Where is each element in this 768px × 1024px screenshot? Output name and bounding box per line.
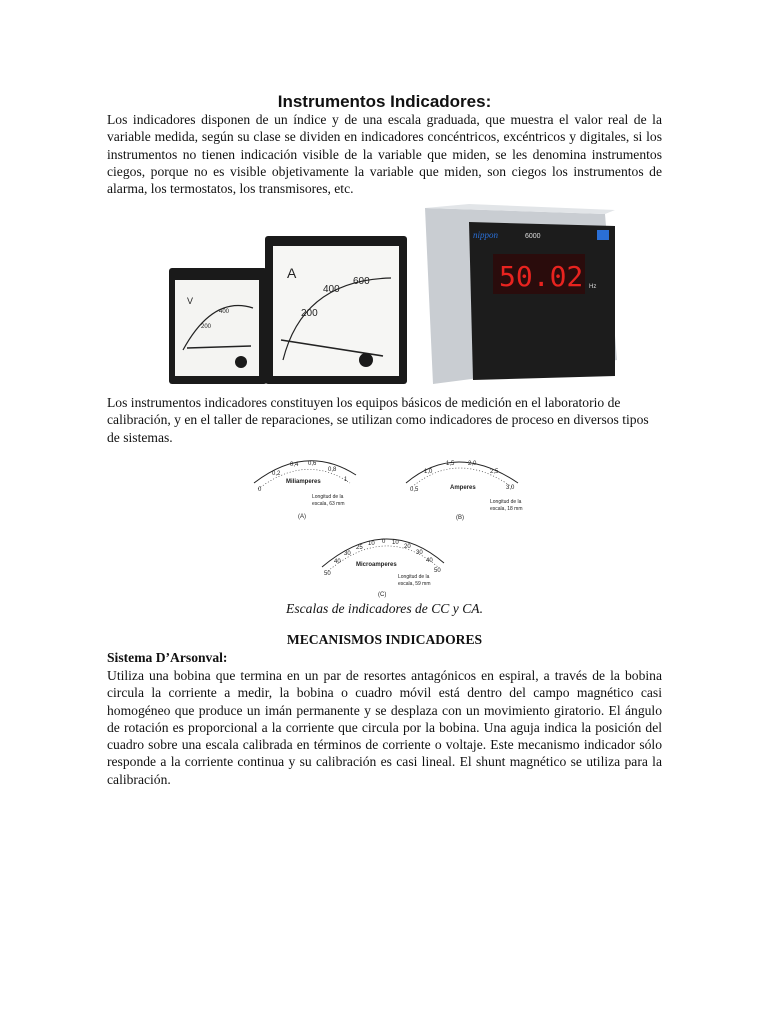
scale-b-tick: 2,5 [490,469,499,475]
scale-b-tick: 0,5 [410,487,419,493]
scale-a-tick: 0,4 [290,462,299,468]
scale-b-tick: 2,0 [468,461,477,467]
darsonval-heading: Sistema D’Arsonval: [107,650,228,665]
digital-display-value: 50.02 [499,260,584,293]
scale-a-tick: 0 [258,487,262,493]
scale-a-tick: 1 [344,477,348,483]
scale-a-tick: 0,2 [272,471,281,477]
large-meter-tick: 400 [323,284,340,295]
scale-c-tick: 0 [382,539,386,545]
scale-c-tick: 10 [392,540,399,546]
large-analog-meter [265,236,407,384]
scale-b-label: (B) [456,515,464,521]
scale-b [406,461,523,521]
scale-c-tick: 20 [404,544,411,550]
digital-meter-brand: nippon [473,230,499,240]
meter-scales-figure [246,445,536,600]
scale-a-unit: Miliamperes [286,479,321,485]
scale-a [254,461,356,520]
scale-a-label: (A) [298,514,306,520]
scale-b-tick: 1,0 [424,469,433,475]
scale-b-length: escala, 18 mm [490,506,523,512]
scale-c-tick: 30 [344,551,351,557]
laboratory-paragraph: Los instrumentos indicadores constituyen los equipos básicos de medición en el laboratorio de calibración, y en el taller de reparaciones, se utilizan como indicadores de proceso en diversos tipos de sistemas. [107,395,649,445]
large-meter-tick: 200 [301,308,318,319]
section-heading: MECANISMOS INDICADORES [286,632,483,647]
brand-logo [597,230,609,240]
small-meter-unit: V [187,296,194,306]
scale-c-tick: 50 [324,571,331,577]
scale-c-length: Longitud de la [398,574,430,580]
scale-c-tick: 40 [334,559,341,565]
scales-caption: Escalas de indicadores de CC y CA. [286,601,483,616]
small-meter-tick: 200 [201,324,212,330]
scale-c [322,539,444,598]
digital-display-unit: Hz [589,284,597,290]
scale-c-tick: 30 [416,550,423,556]
scale-b-unit: Amperes [450,485,476,491]
scale-a-length: escala, 63 mm [312,501,345,507]
scale-b-tick: 1,5 [446,461,455,467]
digital-meter-model: 6000 [525,233,541,240]
scale-c-tick: 10 [368,541,375,547]
small-analog-meter [169,268,267,384]
large-meter-tick: 600 [353,276,370,287]
scale-a-tick: 0,6 [308,461,317,467]
panel-meters-photo [153,200,623,390]
scale-c-unit: Microamperes [356,562,397,568]
scale-c-tick: 25 [356,545,363,551]
scale-c-length: escala, 59 mm [398,581,431,587]
scale-b-tick: 3,0 [506,485,515,491]
page-title: Instrumentos Indicadores: [277,92,492,111]
scale-a-tick: 0,8 [328,467,337,473]
scale-a-length: Longitud de la [312,494,344,500]
scale-c-tick: 50 [434,568,441,574]
small-meter-tick: 400 [219,309,230,315]
scale-b-length: Longitud de la [490,499,522,505]
intro-paragraph: Los indicadores disponen de un índice y de una escala graduada, que muestra el valor real de la variable medida, según su clase se dividen en indicadores concéntricos, excéntricos y digitales, si los instrumentos no tienen indicación visible de la variable que miden, se les denomina instrumentos ciegos, porque no es visible objetivamente la variable que miden, son ciegos los instrumentos de alarma, los termostatos, los transmisores, etc. [107,112,662,197]
scale-c-tick: 40 [426,558,433,564]
scale-c-label: (C) [378,592,387,598]
darsonval-paragraph: Utiliza una bobina que termina en un par de resortes antagónicos en espiral, a través de la bobina circula la corriente a medir, la bobina o cuadro móvil está dentro del campo magnético casi homogéneo que produce un imán permanente y se desplaza con un movimiento giratorio. El ángulo de rotación es proporcional a la corriente que circula por la bobina. Una aguja indica la posición del cuadro sobre una escala calibrada en términos de corriente o voltaje. Este mecanismo indicador sólo responde a la corriente continua y su calibración es casi lineal. El shunt magnético se utiliza para la calibración. [107,668,662,787]
digital-meter [425,204,617,384]
large-meter-unit: A [287,265,297,281]
